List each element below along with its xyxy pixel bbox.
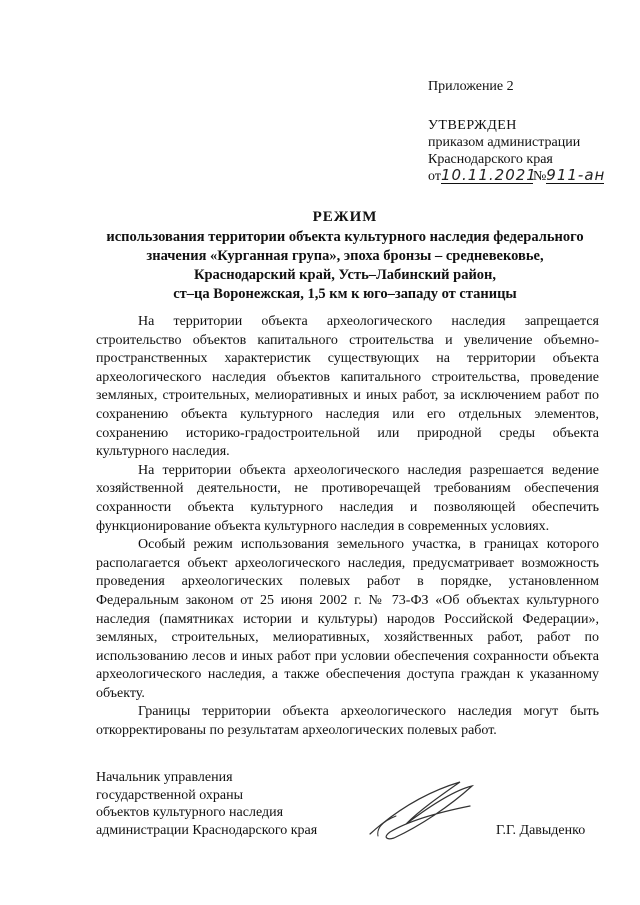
signatory-line-4: администрации Краснодарского края — [96, 822, 318, 838]
paragraph-permitted: На территории объекта археологического наследия разрешается ведение хозяйственной деятельности, не противоречащей требованиям обеспечения сохранности объекта культурного наследия и позволяющей обеспечить функционирование объекта культурного наследия в современных условиях. — [96, 462, 599, 534]
handwritten-signature — [360, 776, 480, 846]
title-heading: РЕЖИМ — [312, 209, 378, 225]
signatory-line-2: государственной охраны — [96, 787, 244, 803]
title-line-3: Краснодарский край, Усть–Лабинский район, — [193, 267, 497, 283]
approval-block — [428, 78, 628, 185]
appendix-label: Приложение 2 — [428, 79, 514, 94]
signatory-line-3: объектов культурного наследия — [96, 805, 284, 820]
handwritten-number: 911-ан — [546, 166, 606, 184]
approval-date-line — [428, 168, 628, 185]
document-body — [96, 313, 599, 741]
number-prefix: № — [532, 169, 547, 184]
paragraph-prohibited: На территории объекта археологического наследия запрещается строительство объектов капитального строительства и увеличение объемно-пространственных характеристик существующих на территории объекта археологического наследия объектов капитального строительства, проведение земляных, строительных, мелиоративных и иных работ, за исключением работ по сохранению объекта культурного наследия или его отдельных элементов, сохранению историко-градостроительной или природной среды объекта культурного наследия. — [96, 314, 599, 460]
paragraph-special-regime: Особый режим использования земельного участка, в границах которого располагается объект археологического наследия, предусматривает возможность проведения археологических полевых работ в порядке, установленном Федеральным законом от 25 июня 2002 г. № 73-ФЗ «Об объектах культурного наследия (памятниках истории и культуры) народов Российской Федерации», земляных, строительных, мелиоративных, хозяйственных работ, работ по использованию лесов и иных работ при условии обеспечения сохранности объекта археологического наследия, а также обеспечения доступа граждан к указанному объекту. — [96, 537, 599, 701]
handwritten-date: 10.11.2021 — [440, 166, 537, 184]
approved-label: УТВЕРЖДЕН — [428, 118, 517, 133]
paragraph-boundaries: Границы территории объекта археологического наследия могут быть откорректированы по результатам археологических полевых работ. — [96, 704, 599, 739]
title-line-2: значения «Курганная група», эпоха бронзы – средневековье, — [146, 248, 544, 264]
signatory-position — [96, 769, 366, 839]
signatory-line-1: Начальник управления — [96, 770, 233, 785]
approval-line-2: Краснодарского края — [428, 152, 553, 167]
date-prefix: от — [428, 169, 441, 184]
title-line-1: использования территории объекта культурного наследия федерального — [106, 229, 584, 245]
document-title — [90, 208, 600, 304]
title-line-4: ст–ца Воронежская, 1,5 км к юго–западу от станицы — [173, 286, 517, 302]
signatory-name: Г.Г. Давыденко — [496, 823, 586, 838]
approval-line-1: приказом администрации — [428, 135, 581, 150]
